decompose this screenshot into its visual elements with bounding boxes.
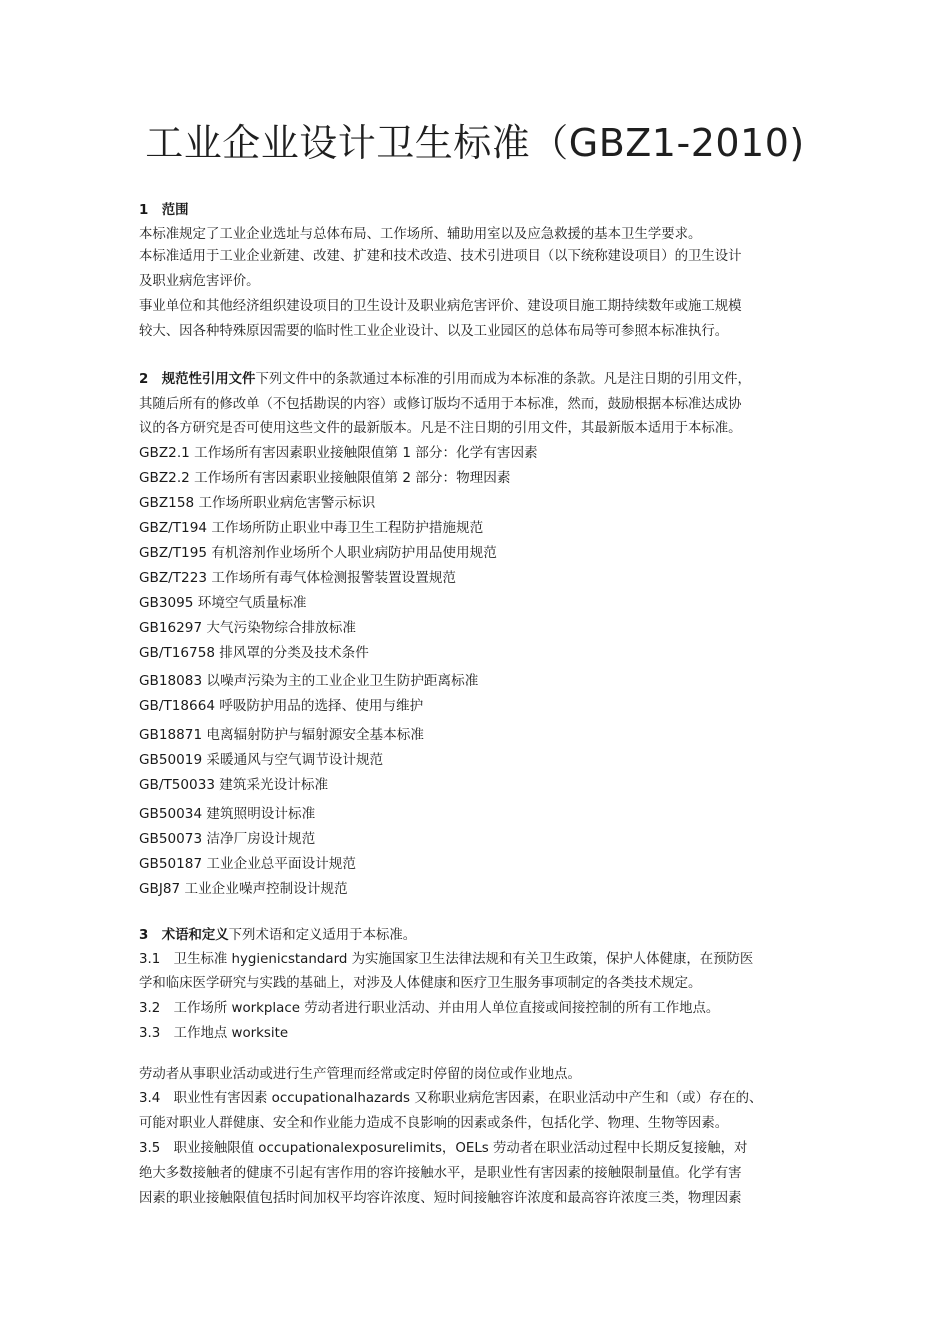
section-3-line: 3.4 职业性有害因素 occupationalhazards 又称职业病危害因素，在职业活动中产生和（或）存在的、 (139, 1091, 763, 1106)
section-1-line: 及职业病危害评价。 (139, 274, 260, 289)
reference-item: GB50187 工业企业总平面设计规范 (139, 856, 356, 872)
section-3-line: 劳动者从事职业活动或进行生产管理而经常或定时停留的岗位或作业地点。 (139, 1067, 581, 1082)
section-3-line: 绝大多数接触者的健康不引起有害作用的容许接触水平，是职业性有害因素的接触限制量值。化学有害 (139, 1166, 742, 1181)
reference-item: GB50019 采暖通风与空气调节设计规范 (139, 752, 384, 768)
section-1-line: 事业单位和其他经济组织建设项目的卫生设计及职业病危害评价、建设项目施工期持续数年或施工规模 (139, 299, 742, 314)
reference-item: GB50034 建筑照明设计标准 (139, 806, 316, 822)
reference-item: GB50073 洁净厂房设计规范 (139, 831, 316, 847)
section-3-intro: 下列术语和定义适用于本标准。 (228, 928, 417, 943)
section-3-line: 3.1 卫生标准 hygienicstandard 为实施国家卫生法律法规和有关卫生政策，保护人体健康，在预防医 (139, 952, 754, 967)
reference-item: GBZ/T223 工作场所有毒气体检测报警装置设置规范 (139, 570, 457, 586)
section-3-line: 可能对职业人群健康、安全和作业能力造成不良影响的因素或条件，包括化学、物理、生物等因素。 (139, 1116, 729, 1131)
section-2-line: 议的各方研究是否可使用这些文件的最新版本。凡是不注日期的引用文件，其最新版本适用于本标准。 (139, 421, 742, 436)
reference-item: GBZ2.1 工作场所有害因素职业接触限值第 1 部分：化学有害因素 (139, 445, 538, 461)
reference-item: GBZ158 工作场所职业病危害警示标识 (139, 495, 376, 511)
reference-item: GB/T18664 呼吸防护用品的选择、使用与维护 (139, 698, 424, 714)
section-2-line: 其随后所有的修改单（不包括勘误的内容）或修订版均不适用于本标准，然而，鼓励根据本标准达成协 (139, 397, 742, 412)
section-1-line: 较大、因各种特殊原因需要的临时性工业企业设计、以及工业园区的总体布局等可参照本标准执行。 (139, 324, 729, 339)
section-3-line: 3.2 工作场所 workplace 劳动者进行职业活动、并由用人单位直接或间接控制的所有工作地点。 (139, 1001, 720, 1016)
reference-item: GBZ2.2 工作场所有害因素职业接触限值第 2 部分：物理因素 (139, 470, 511, 486)
reference-item: GB/T16758 排风罩的分类及技术条件 (139, 645, 369, 661)
section-3-first-line (139, 927, 839, 945)
reference-item: GBJ87 工业企业噪声控制设计规范 (139, 881, 348, 897)
reference-item: GBZ/T194 工作场所防止职业中毒卫生工程防护措施规范 (139, 520, 484, 536)
section-2-first-line (139, 371, 839, 389)
section-3-line: 学和临床医学研究与实践的基础上，对涉及人体健康和医疗卫生服务事项制定的各类技术规定。 (139, 976, 702, 991)
reference-item: GBZ/T195 有机溶剂作业场所个人职业病防护用品使用规范 (139, 545, 497, 561)
document-title: 工业企业设计卫生标准（GBZ1-2010) (145, 121, 805, 165)
section-3-line: 3.5 职业接触限值 occupationalexposurelimits，OELs 劳动者在职业活动过程中长期反复接触，对 (139, 1141, 748, 1156)
section-2-heading: 2 规范性引用文件 (139, 372, 256, 387)
section-3-line: 因素的职业接触限值包括时间加权平均容许浓度、短时间接触容许浓度和最高容许浓度三类，物理因素 (139, 1191, 742, 1206)
reference-item: GB18871 电离辐射防护与辐射源安全基本标准 (139, 727, 424, 743)
reference-item: GB18083 以噪声污染为主的工业企业卫生防护距离标准 (139, 673, 479, 689)
section-1-line: 本标准规定了工业企业选址与总体布局、工作场所、辅助用室以及应急救援的基本卫生学要求。 (139, 227, 702, 242)
reference-item: GB3095 环境空气质量标准 (139, 595, 307, 611)
section-3-heading: 3 术语和定义 (139, 928, 229, 943)
reference-item: GB/T50033 建筑采光设计标准 (139, 777, 329, 793)
reference-item: GB16297 大气污染物综合排放标准 (139, 620, 356, 636)
section-3-line: 3.3 工作地点 worksite (139, 1026, 289, 1041)
section-1-line: 本标准适用于工业企业新建、改建、扩建和技术改造、技术引进项目（以下统称建设项目）的卫生设计 (139, 249, 742, 264)
section-2-intro: 下列文件中的条款通过本标准的引用而成为本标准的条款。凡是注日期的引用文件， (255, 372, 751, 387)
section-1-heading: 1 范围 (139, 203, 189, 218)
